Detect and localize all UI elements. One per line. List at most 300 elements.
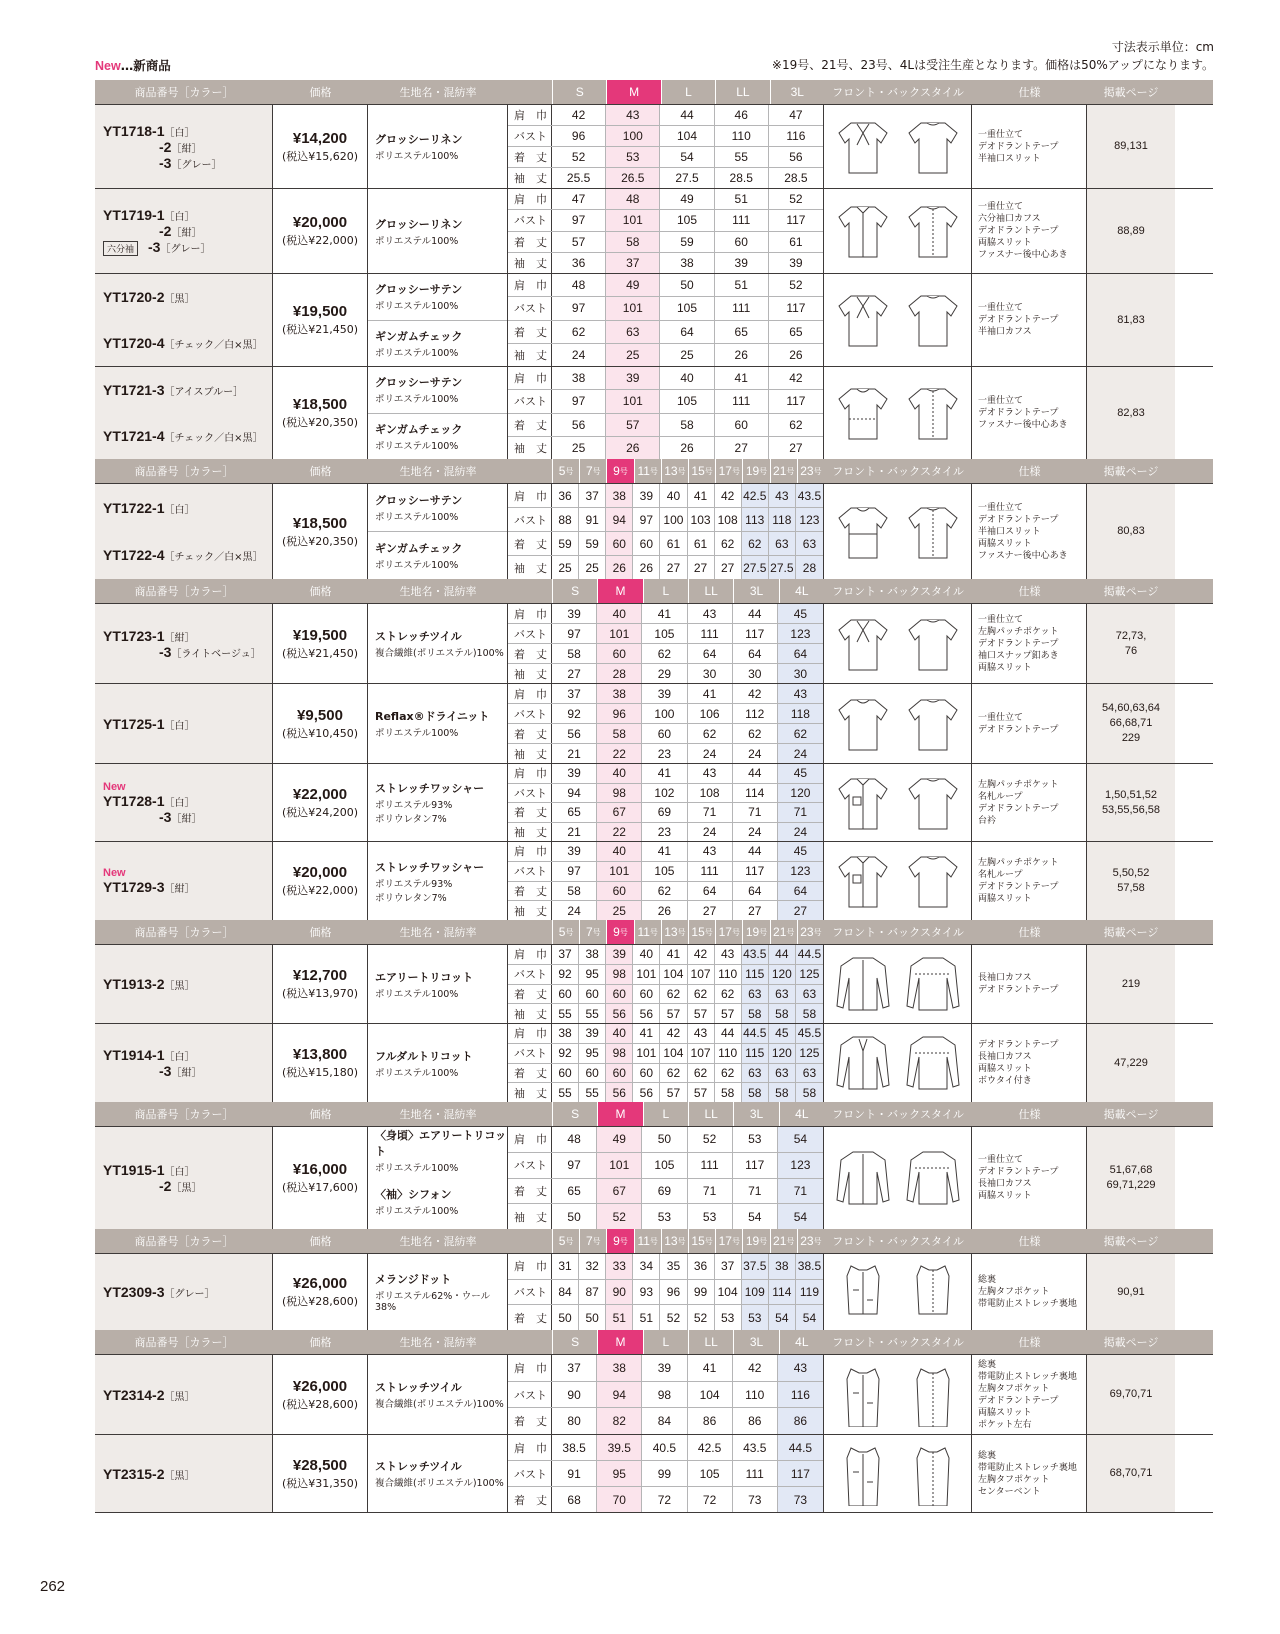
measure-label: バスト <box>508 1153 552 1178</box>
fabric-name: グロッシーサテン <box>375 283 463 297</box>
measure-value: 49 <box>660 189 714 209</box>
spec-item: 両脇スリット <box>978 894 1032 904</box>
price-cell <box>273 274 368 366</box>
measure-label: 袖 丈 <box>508 901 552 920</box>
measure-value: 53 <box>733 1127 778 1152</box>
measure-label: 着 丈 <box>508 803 552 822</box>
measure-label: 肩 巾 <box>508 1024 552 1043</box>
measure-label: 肩 巾 <box>508 484 552 507</box>
size-number: 7 <box>585 925 593 939</box>
measure-value: 54 <box>660 147 714 167</box>
measure-value: 101 <box>633 965 660 984</box>
measure-value: 62 <box>715 1064 742 1083</box>
code-block <box>103 105 272 188</box>
size-number: 13 <box>664 1234 678 1248</box>
measure-label: 袖 丈 <box>508 437 552 459</box>
back-view-illustration <box>901 1363 965 1427</box>
front-view-illustration <box>831 1442 895 1506</box>
measure-value: 27 <box>715 556 742 579</box>
size-unit: 号 <box>592 927 601 937</box>
product-color: ［黒］ <box>164 981 195 992</box>
measure-value: 98 <box>642 1382 687 1408</box>
measure-value: 62 <box>715 985 742 1004</box>
measure-value: 28 <box>597 664 642 683</box>
measure-value: 41 <box>660 945 687 964</box>
spec-list <box>972 1435 1087 1512</box>
spec-item: 一重仕立て <box>978 202 1024 212</box>
measure-value: 51 <box>715 189 769 209</box>
code-block <box>103 945 272 1023</box>
size-notice <box>772 38 1214 74</box>
product-code <box>103 644 272 660</box>
measure-value: 36 <box>552 253 606 273</box>
measure-value: 26 <box>642 901 687 920</box>
measure-row <box>508 823 823 842</box>
fabric-composition: ポリエステル100% <box>375 301 459 313</box>
product-code <box>103 716 272 732</box>
measurements-cell <box>508 189 824 273</box>
size-unit: 号 <box>677 466 686 476</box>
measure-row <box>508 945 823 965</box>
fabric-cell <box>368 367 508 459</box>
page-ref-line: 69,70,71 <box>1109 1388 1153 1400</box>
fabric <box>368 780 507 825</box>
page-ref-line: 76 <box>1124 644 1138 657</box>
measure-value: 45 <box>778 604 823 623</box>
header-size: LL <box>688 1102 733 1126</box>
product-row <box>95 1434 1213 1512</box>
measure-value: 115 <box>742 1044 769 1063</box>
measure-value: 53 <box>688 1204 733 1229</box>
measure-row <box>508 985 823 1005</box>
fabric-cell <box>368 1355 508 1434</box>
header-price: 価格 <box>309 1108 332 1121</box>
measure-value: 59 <box>552 532 579 555</box>
measure-value: 57 <box>552 232 606 252</box>
style-illustrations <box>824 484 972 579</box>
spec-item: 左胸パッチポケット <box>978 858 1059 868</box>
header-size: L <box>643 1102 688 1126</box>
measure-label: 袖 丈 <box>508 253 552 273</box>
table-header-row <box>95 579 1213 603</box>
measure-value: 43.5 <box>733 1435 778 1460</box>
measure-label: 着 丈 <box>508 414 552 436</box>
product-code <box>103 1466 272 1482</box>
product-color: ［紺］ <box>171 227 202 239</box>
measure-row <box>508 532 823 556</box>
measure-value: 22 <box>597 744 642 763</box>
measure-row <box>508 390 823 413</box>
page-reference <box>1087 1435 1175 1512</box>
size-unit: 号 <box>677 1236 686 1246</box>
measure-value: 40 <box>597 842 642 861</box>
measure-value: 92 <box>552 965 579 984</box>
measure-value: 37 <box>552 1355 597 1381</box>
price-with-tax: (税込¥21,450) <box>281 323 359 336</box>
measure-value: 22 <box>597 823 642 842</box>
measure-label: 袖 丈 <box>508 1004 552 1023</box>
product-code <box>103 335 272 351</box>
page-ref-line: 89,131 <box>1114 140 1148 152</box>
measure-value: 39 <box>606 945 633 964</box>
product-code-text: YT2314-2 <box>103 1386 165 1403</box>
product-row <box>95 366 1213 459</box>
measure-value: 111 <box>733 1461 778 1486</box>
size-unit: 号 <box>565 927 574 937</box>
measure-value: 42 <box>552 105 606 125</box>
product-code-cell <box>95 945 273 1023</box>
measure-value: 43 <box>606 105 660 125</box>
measure-label: バスト <box>508 1280 552 1305</box>
measure-value: 54 <box>778 1127 823 1152</box>
measure-row <box>508 882 823 902</box>
measure-value: 41 <box>633 1024 660 1043</box>
measure-value: 101 <box>633 1044 660 1063</box>
measure-row <box>508 1083 823 1102</box>
header-size <box>715 1229 742 1253</box>
spec-item: 帯電防止ストレッチ裏地 <box>978 1371 1077 1382</box>
measure-value: 101 <box>597 1153 642 1178</box>
measure-value: 95 <box>597 1461 642 1486</box>
measure-value: 53 <box>742 1305 769 1330</box>
measure-label: 肩 巾 <box>508 1435 552 1460</box>
measure-value: 117 <box>733 1153 778 1178</box>
product-spec-table <box>95 80 1213 1513</box>
front-view-illustration <box>831 199 895 263</box>
measure-value: 40 <box>606 1024 633 1043</box>
size-unit: 号 <box>813 1236 822 1246</box>
page-ref-line: 219 <box>1121 977 1141 990</box>
measure-value: 62 <box>789 417 803 432</box>
product-code-text: YT1720-4 <box>103 335 165 351</box>
measure-value: 41 <box>688 484 715 507</box>
measure-value: 73 <box>733 1487 778 1512</box>
product-color: ［黒］ <box>164 1391 195 1403</box>
measure-value: 60 <box>597 882 642 901</box>
spec-item: 六分袖口カフス <box>978 214 1041 224</box>
product-row <box>95 273 1213 366</box>
measure-value: 99 <box>688 1280 715 1305</box>
measure-value: 125 <box>796 1044 823 1063</box>
measurements-cell <box>508 274 824 366</box>
spec-item: 帯電防止ストレッチ裏地 <box>978 1299 1077 1309</box>
measure-value: 101 <box>606 297 660 319</box>
measure-row <box>508 1064 823 1084</box>
size-unit: 号 <box>731 466 740 476</box>
measure-value: 38 <box>769 1254 796 1279</box>
product-color: ［紺］ <box>164 884 195 895</box>
new-badge: New <box>103 780 126 793</box>
measure-value: 56 <box>633 1004 660 1023</box>
measure-value: 44 <box>660 105 714 125</box>
measure-row <box>508 1204 823 1229</box>
measure-value: 37 <box>552 684 597 703</box>
measure-value: 97 <box>552 862 597 881</box>
fabric-composition: ポリエステル100% <box>375 394 459 406</box>
measure-value: 62 <box>778 724 823 743</box>
spec-item: 左胸タフポケット <box>978 1383 1050 1394</box>
measure-value: 60 <box>606 985 633 1004</box>
measure-value: 55 <box>552 1004 579 1023</box>
measure-value: 111 <box>688 624 733 643</box>
header-size <box>552 459 579 483</box>
price: ¥19,500 <box>292 303 348 320</box>
spec-list <box>972 684 1087 763</box>
page-reference <box>1087 764 1175 841</box>
measure-value: 87 <box>579 1280 606 1305</box>
front-view-illustration <box>831 115 895 179</box>
header-price: 価格 <box>309 86 332 99</box>
measure-value: 123 <box>778 1153 823 1178</box>
header-size <box>634 920 661 944</box>
measure-value: 63 <box>606 321 660 343</box>
size-number: 21 <box>773 925 787 939</box>
spec-item: 名札ループ <box>978 791 1023 802</box>
fabric <box>368 274 507 320</box>
measure-row <box>508 168 823 188</box>
measure-value: 117 <box>786 213 806 228</box>
code-block <box>103 1127 272 1229</box>
measure-value: 37 <box>552 945 579 964</box>
measure-value: 39 <box>715 253 769 273</box>
size-unit: 号 <box>759 466 768 476</box>
price: ¥9,500 <box>297 706 343 724</box>
measure-row <box>508 126 823 147</box>
size-number: 17 <box>718 464 732 478</box>
table-header-row <box>95 459 1213 483</box>
measure-value: 41 <box>642 842 687 861</box>
spec-item: 総裏 <box>978 1450 997 1461</box>
measure-value: 57 <box>688 1083 715 1102</box>
header-spec: 仕様 <box>1018 1108 1041 1121</box>
measure-label: 着 丈 <box>508 985 552 1004</box>
fabric-composition: ポリエステル62%・ウール38% <box>375 1291 491 1313</box>
measure-row <box>508 274 823 297</box>
measure-value: 61 <box>688 532 715 555</box>
measure-value: 24 <box>552 344 606 366</box>
fabric-cell <box>368 274 508 366</box>
spec-item: 名札ループ <box>978 870 1023 880</box>
spec-item: 総裏 <box>978 1359 997 1370</box>
price-cell <box>273 764 368 841</box>
header-code: 商品番号［カラー］ <box>134 926 234 939</box>
header-style: フロント・バックスタイル <box>832 86 964 99</box>
spec-item: 半袖口カフス <box>978 327 1032 337</box>
back-view-illustration <box>901 1146 965 1210</box>
product-code <box>103 155 272 171</box>
style-illustrations <box>824 604 972 683</box>
code-block <box>103 842 272 920</box>
header-size: LL <box>688 1330 733 1354</box>
measure-row <box>508 321 823 344</box>
fabric <box>368 969 507 1000</box>
page-ref-line: 47,229 <box>1114 1056 1148 1069</box>
spec-list <box>972 1024 1087 1102</box>
measure-value: 53 <box>715 1305 742 1330</box>
fabric-cell <box>368 604 508 683</box>
measure-value: 24 <box>778 744 823 763</box>
header-code: 商品番号［カラー］ <box>134 585 234 598</box>
measurements-cell <box>508 1127 824 1229</box>
measure-value: 97 <box>552 210 606 230</box>
price-with-tax: (税込¥21,450) <box>281 646 359 660</box>
page-reference <box>1087 1355 1175 1434</box>
size-number: 5 <box>558 1234 566 1248</box>
measure-label: 着 丈 <box>508 147 552 167</box>
code-block <box>103 320 272 366</box>
fabric-composition: ポリエステル100% <box>375 151 459 162</box>
measure-value: 88 <box>552 508 579 531</box>
price-with-tax: (税込¥22,000) <box>281 234 359 247</box>
measure-value: 54 <box>769 1305 796 1330</box>
measure-label: 肩 巾 <box>508 274 552 296</box>
measure-label: 袖 丈 <box>508 1204 552 1229</box>
measure-row <box>508 1461 823 1487</box>
header-size <box>770 459 797 483</box>
fabric-name: グロッシーリネン <box>375 217 463 231</box>
measure-value: 54 <box>778 1204 823 1229</box>
measure-label: 袖 丈 <box>508 823 552 842</box>
back-view-illustration <box>901 500 965 564</box>
header-size <box>552 1229 579 1253</box>
size-number: 5 <box>558 464 566 478</box>
header-size <box>661 459 688 483</box>
product-code-text: YT2315-2 <box>103 1465 165 1482</box>
measure-value: 39.5 <box>597 1435 642 1460</box>
header-page: 掲載ページ <box>1103 1108 1159 1121</box>
product-code <box>103 500 272 516</box>
header-size-blank <box>508 1229 552 1253</box>
spec-item: 一重仕立て <box>978 1155 1024 1165</box>
product-color: ［白］ <box>164 211 195 223</box>
measure-value: 112 <box>733 704 778 723</box>
header-size <box>606 459 633 483</box>
front-view-illustration <box>831 381 895 445</box>
header-size: S <box>552 1102 597 1126</box>
price-cell <box>273 105 368 188</box>
style-illustrations <box>824 274 972 366</box>
new-legend: New…新商品 <box>95 58 171 73</box>
size-unit: 号 <box>786 466 795 476</box>
measure-value: 39 <box>579 1024 606 1043</box>
size-unit: 号 <box>677 927 686 937</box>
product-code <box>103 1178 272 1194</box>
fabric-cell <box>368 764 508 841</box>
product-code-text: YT1722-4 <box>103 547 165 564</box>
measure-label: 肩 巾 <box>508 1254 552 1279</box>
measure-label: バスト <box>508 965 552 984</box>
measure-value: 57 <box>606 414 660 436</box>
measure-label: 肩 巾 <box>508 842 552 861</box>
fabric-composition: ポリエステル100% <box>375 1067 459 1079</box>
spec-item: 一重仕立て <box>978 614 1024 625</box>
header-sizes <box>508 1102 824 1126</box>
product-code <box>103 1047 272 1063</box>
fabric <box>368 484 507 531</box>
product-color: ［紺］ <box>171 1068 202 1079</box>
product-code <box>103 207 272 223</box>
size-unit: 号 <box>786 1236 795 1246</box>
code-block <box>103 1024 272 1102</box>
fabric <box>368 216 507 247</box>
measure-label: 袖 丈 <box>508 744 552 763</box>
measure-value: 60 <box>579 985 606 1004</box>
measure-value: 58 <box>552 882 597 901</box>
header-fabric: 生地名・混紡率 <box>399 926 477 939</box>
code-block <box>103 274 272 320</box>
measure-value: 31 <box>552 1254 579 1279</box>
measure-value: 95 <box>579 1044 606 1063</box>
price-cell <box>273 604 368 683</box>
page-ref-line: 88,89 <box>1117 224 1145 237</box>
price-with-tax: (税込¥13,970) <box>281 987 359 1000</box>
price-with-tax: (税込¥10,450) <box>281 726 359 740</box>
page-ref-line: 82,83 <box>1117 406 1145 419</box>
measure-label: 着 丈 <box>508 532 552 555</box>
measure-value: 37 <box>579 484 606 507</box>
measure-value: 56 <box>606 1083 633 1102</box>
measure-value: 42 <box>733 1355 778 1381</box>
fabric <box>368 1048 507 1079</box>
code-block <box>103 413 272 459</box>
measure-value: 52 <box>597 1204 642 1229</box>
measurements-cell <box>508 604 824 683</box>
fabric-composition: ポリエステル100% <box>375 728 459 739</box>
measure-value: 118 <box>778 704 823 723</box>
measure-value: 43 <box>688 1024 715 1043</box>
header-size-blank <box>508 579 552 603</box>
measure-value: 91 <box>552 1461 597 1486</box>
measure-value: 117 <box>733 862 778 881</box>
product-code-text: YT1718-1 <box>103 122 165 139</box>
measure-value: 48 <box>606 189 660 209</box>
back-view-illustration <box>901 288 965 352</box>
header-code: 商品番号［カラー］ <box>134 86 234 99</box>
measure-value: 67 <box>597 803 642 822</box>
measure-value: 84 <box>552 1280 579 1305</box>
measure-value: 57 <box>715 1004 742 1023</box>
code-block <box>103 1254 272 1330</box>
measure-value: 107 <box>688 1044 715 1063</box>
product-color: ［アイスブルー］ <box>164 387 244 398</box>
measure-value: 56 <box>552 724 597 743</box>
made-to-order-note: ※19号、21号、23号、4Lは受注生産となります。価格は50%アップになります。 <box>771 58 1214 72</box>
header-spec: 仕様 <box>1018 465 1041 478</box>
size-number: 21 <box>773 464 787 478</box>
measure-value: 50 <box>642 1127 687 1152</box>
product-row <box>95 944 1213 1023</box>
product-row <box>95 1253 1213 1330</box>
header-fabric: 生地名・混紡率 <box>399 86 477 99</box>
measure-row <box>508 803 823 823</box>
header-size <box>606 1229 633 1253</box>
product-code <box>103 289 272 305</box>
measure-value: 27 <box>660 556 687 579</box>
measure-value: 96 <box>660 1280 687 1305</box>
measure-value: 41 <box>715 367 769 389</box>
measure-value: 42 <box>789 371 803 386</box>
spec-item: 左胸パッチポケット <box>978 626 1059 637</box>
measure-row <box>508 862 823 882</box>
measure-label: 着 丈 <box>508 232 552 252</box>
measure-value: 115 <box>742 965 769 984</box>
measurements-cell <box>508 484 824 579</box>
measure-value: 72 <box>688 1487 733 1512</box>
measure-value: 50 <box>552 1204 597 1229</box>
header-size: S <box>552 80 606 104</box>
price-with-tax: (税込¥15,180) <box>281 1066 359 1079</box>
measure-value: 60 <box>552 985 579 1004</box>
